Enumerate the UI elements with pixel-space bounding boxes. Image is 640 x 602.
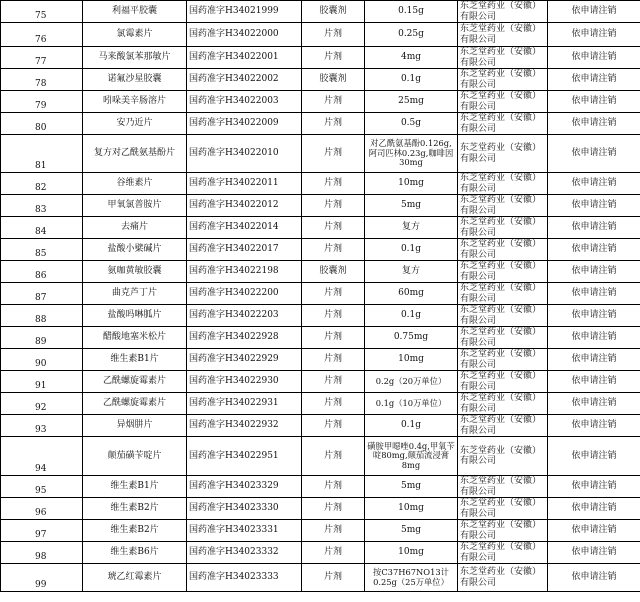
specification: 0.1g [365,305,458,327]
row-number: 91 [1,371,83,393]
approval-number: 国药准字H34022929 [187,349,302,371]
row-number: 79 [1,91,83,113]
company-name: 东芝堂药业（安徽）有限公司 [458,476,548,498]
approval-number: 国药准字H34022951 [187,437,302,476]
row-number: 84 [1,217,83,239]
specification: 复方 [365,217,458,239]
drug-name: 安乃近片 [83,113,187,135]
row-number: 81 [1,135,83,173]
specification: 10mg [365,542,458,564]
remark: 依申请注销 [548,371,640,393]
drug-name: 醋酸地塞米松片 [83,327,187,349]
row-number: 95 [1,476,83,498]
company-name: 东芝堂药业（安徽）有限公司 [458,113,548,135]
company-name: 东芝堂药业（安徽）有限公司 [458,283,548,305]
dosage-form: 片剂 [302,564,365,592]
company-name: 东芝堂药业（安徽）有限公司 [458,564,548,592]
drug-name: 诺氟沙星胶囊 [83,69,187,91]
row-number: 97 [1,520,83,542]
approval-number: 国药准字H34023333 [187,564,302,592]
table-row [1,415,640,437]
dosage-form: 胶囊剂 [302,1,365,23]
approval-number: 国药准字H34021999 [187,1,302,23]
dosage-form: 片剂 [302,47,365,69]
remark: 依申请注销 [548,393,640,415]
row-number: 76 [1,23,83,47]
remark: 依申请注销 [548,520,640,542]
table-row [1,498,640,520]
company-name: 东芝堂药业（安徽）有限公司 [458,91,548,113]
row-number: 89 [1,327,83,349]
remark: 依申请注销 [548,217,640,239]
table-row [1,47,640,69]
table-row [1,195,640,217]
company-name: 东芝堂药业（安徽）有限公司 [458,371,548,393]
company-name: 东芝堂药业（安徽）有限公司 [458,47,548,69]
table-row [1,393,640,415]
specification: 0.15g [365,1,458,23]
specification: 25mg [365,91,458,113]
row-number: 83 [1,195,83,217]
specification: 0.2g（20万单位） [365,371,458,393]
drug-name: 维生素B2片 [83,498,187,520]
approval-number: 国药准字H34022198 [187,261,302,283]
row-number: 77 [1,47,83,69]
table-row [1,173,640,195]
company-name: 东芝堂药业（安徽）有限公司 [458,349,548,371]
remark: 依申请注销 [548,173,640,195]
drug-name: 维生素B6片 [83,542,187,564]
dosage-form: 片剂 [302,135,365,173]
table-row [1,261,640,283]
row-number: 75 [1,1,83,23]
remark: 依申请注销 [548,564,640,592]
remark: 依申请注销 [548,239,640,261]
approval-number: 国药准字H34022200 [187,283,302,305]
specification: 对乙酰氨基酚0.126g,阿司匹林0.23g,咖啡因30mg [365,135,458,173]
row-number: 93 [1,415,83,437]
specification: 0.5g [365,113,458,135]
company-name: 东芝堂药业（安徽）有限公司 [458,542,548,564]
table-row [1,564,640,592]
table-row [1,91,640,113]
drug-name: 氨咖黄敏胶囊 [83,261,187,283]
approval-number: 国药准字H34022017 [187,239,302,261]
company-name: 东芝堂药业（安徽）有限公司 [458,261,548,283]
company-name: 东芝堂药业（安徽）有限公司 [458,393,548,415]
row-number: 94 [1,437,83,476]
dosage-form: 片剂 [302,437,365,476]
drug-name: 盐酸小檗碱片 [83,239,187,261]
table-row [1,349,640,371]
approval-number: 国药准字H34022932 [187,415,302,437]
remark: 依申请注销 [548,69,640,91]
drug-name: 琥乙红霉素片 [83,564,187,592]
drug-name: 马来酸氯苯那敏片 [83,47,187,69]
company-name: 东芝堂药业（安徽）有限公司 [458,23,548,47]
dosage-form: 片剂 [302,371,365,393]
specification: 0.25g [365,23,458,47]
dosage-form: 片剂 [302,542,365,564]
table-body [1,1,640,592]
approval-number: 国药准字H34023329 [187,476,302,498]
table-row [1,437,640,476]
company-name: 东芝堂药业（安徽）有限公司 [458,1,548,23]
drug-name: 维生素B1片 [83,476,187,498]
drug-name: 维生素B1片 [83,349,187,371]
row-number: 85 [1,239,83,261]
company-name: 东芝堂药业（安徽）有限公司 [458,173,548,195]
specification: 4mg [365,47,458,69]
row-number: 88 [1,305,83,327]
row-number: 87 [1,283,83,305]
approval-number: 国药准字H34022014 [187,217,302,239]
dosage-form: 片剂 [302,393,365,415]
remark: 依申请注销 [548,47,640,69]
drug-name: 维生素B2片 [83,520,187,542]
drug-name: 甲氧氯普胺片 [83,195,187,217]
dosage-form: 片剂 [302,476,365,498]
remark: 依申请注销 [548,305,640,327]
drug-name: 乙酰螺旋霉素片 [83,371,187,393]
remark: 依申请注销 [548,476,640,498]
table-row [1,23,640,47]
table-row [1,542,640,564]
specification: 5mg [365,520,458,542]
specification: 5mg [365,195,458,217]
drug-name: 去痛片 [83,217,187,239]
remark: 依申请注销 [548,135,640,173]
specification: 0.1g（10万单位） [365,393,458,415]
row-number: 98 [1,542,83,564]
specification: 5mg [365,476,458,498]
approval-number: 国药准字H34022000 [187,23,302,47]
specification: 复方 [365,261,458,283]
remark: 依申请注销 [548,437,640,476]
table-row [1,371,640,393]
approval-number: 国药准字H34023330 [187,498,302,520]
table-row [1,327,640,349]
table-row [1,283,640,305]
remark: 依申请注销 [548,283,640,305]
specification: 10mg [365,173,458,195]
company-name: 东芝堂药业（安徽）有限公司 [458,327,548,349]
dosage-form: 片剂 [302,23,365,47]
dosage-form: 片剂 [302,283,365,305]
approval-number: 国药准字H34022928 [187,327,302,349]
approval-number: 国药准字H34022002 [187,69,302,91]
table-row [1,476,640,498]
drug-name: 颠茄磺苄啶片 [83,437,187,476]
dosage-form: 胶囊剂 [302,69,365,91]
dosage-form: 片剂 [302,217,365,239]
dosage-form: 片剂 [302,415,365,437]
row-number: 92 [1,393,83,415]
company-name: 东芝堂药业（安徽）有限公司 [458,135,548,173]
drug-name: 氯霉素片 [83,23,187,47]
approval-number: 国药准字H34022930 [187,371,302,393]
remark: 依申请注销 [548,261,640,283]
company-name: 东芝堂药业（安徽）有限公司 [458,415,548,437]
dosage-form: 片剂 [302,173,365,195]
table-row [1,520,640,542]
dosage-form: 片剂 [302,305,365,327]
dosage-form: 片剂 [302,91,365,113]
approval-number: 国药准字H34022001 [187,47,302,69]
specification: 0.75mg [365,327,458,349]
specification: 按C37H67NO13计0.25g（25万单位） [365,564,458,592]
row-number: 90 [1,349,83,371]
dosage-form: 片剂 [302,327,365,349]
row-number: 86 [1,261,83,283]
specification: 0.1g [365,239,458,261]
table-row [1,69,640,91]
specification: 10mg [365,349,458,371]
row-number: 78 [1,69,83,91]
company-name: 东芝堂药业（安徽）有限公司 [458,437,548,476]
specification: 磺胺甲噁唑0.4g,甲氧苄啶80mg,颠茄流浸膏8mg [365,437,458,476]
remark: 依申请注销 [548,1,640,23]
row-number: 80 [1,113,83,135]
remark: 依申请注销 [548,195,640,217]
specification: 0.1g [365,69,458,91]
dosage-form: 片剂 [302,520,365,542]
approval-number: 国药准字H34022011 [187,173,302,195]
approval-number: 国药准字H34022203 [187,305,302,327]
remark: 依申请注销 [548,113,640,135]
company-name: 东芝堂药业（安徽）有限公司 [458,69,548,91]
table-row [1,217,640,239]
approval-number: 国药准字H34022931 [187,393,302,415]
dosage-form: 片剂 [302,349,365,371]
approval-number: 国药准字H34023332 [187,542,302,564]
row-number: 82 [1,173,83,195]
remark: 依申请注销 [548,327,640,349]
drug-name: 乙酰螺旋霉素片 [83,393,187,415]
company-name: 东芝堂药业（安徽）有限公司 [458,520,548,542]
company-name: 东芝堂药业（安徽）有限公司 [458,239,548,261]
approval-number: 国药准字H34022010 [187,135,302,173]
drug-name: 曲克芦丁片 [83,283,187,305]
approval-number: 国药准字H34022012 [187,195,302,217]
row-number: 96 [1,498,83,520]
remark: 依申请注销 [548,498,640,520]
specification: 0.1g [365,415,458,437]
company-name: 东芝堂药业（安徽）有限公司 [458,305,548,327]
remark: 依申请注销 [548,349,640,371]
dosage-form: 片剂 [302,498,365,520]
dosage-form: 片剂 [302,239,365,261]
table-row [1,135,640,173]
drug-name: 盐酸吗啉胍片 [83,305,187,327]
remark: 依申请注销 [548,23,640,47]
dosage-form: 胶囊剂 [302,261,365,283]
remark: 依申请注销 [548,415,640,437]
approval-number: 国药准字H34022003 [187,91,302,113]
specification: 60mg [365,283,458,305]
company-name: 东芝堂药业（安徽）有限公司 [458,498,548,520]
company-name: 东芝堂药业（安徽）有限公司 [458,195,548,217]
table-row [1,239,640,261]
dosage-form: 片剂 [302,195,365,217]
drug-name: 吲哚美辛肠溶片 [83,91,187,113]
specification: 10mg [365,498,458,520]
drug-name: 利福平胶囊 [83,1,187,23]
approval-number: 国药准字H34022009 [187,113,302,135]
remark: 依申请注销 [548,91,640,113]
drug-name: 异烟肼片 [83,415,187,437]
remark: 依申请注销 [548,542,640,564]
drug-name: 谷维素片 [83,173,187,195]
table-row [1,113,640,135]
dosage-form: 片剂 [302,113,365,135]
row-number: 99 [1,564,83,592]
company-name: 东芝堂药业（安徽）有限公司 [458,217,548,239]
approval-number: 国药准字H34023331 [187,520,302,542]
table-row [1,305,640,327]
drug-name: 复方对乙酰氨基酚片 [83,135,187,173]
table-row [1,1,640,23]
